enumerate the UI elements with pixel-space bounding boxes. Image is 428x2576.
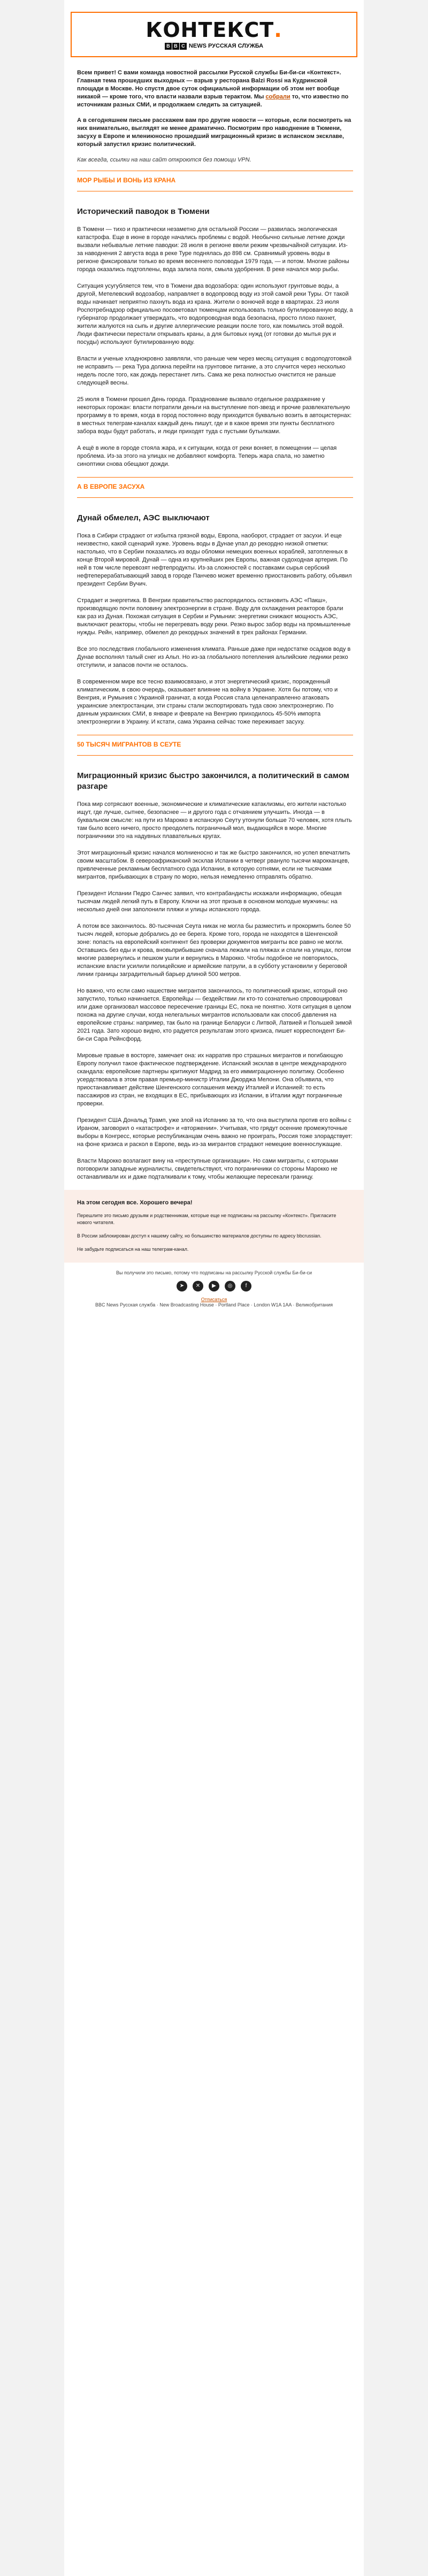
article-paragraph: Но важно, что если само нашествие мигрантов закончилось, то политический кризис, который оно запустило, только начинается. Европейцы — бездействии ли кто-то сознательно спровоцировал или даже организовал массовое пересечение границы ЕС, пока не понятно. Хотя ситуация в целом похожа на другие случаи, когда нелегальных мигрантов использовали как способ давления на европейские страны: например, так было на границе Беларуси с Литвой, Латвией и Польшей зимой 2021 года. Зато хорошо видно, кто радуется результатам этого кризиса, пишет корреспондент Би-би-си Сара Рейнсфорд. bbox=[77, 988, 352, 1042]
sub-footer bbox=[64, 1263, 364, 1315]
article-section bbox=[77, 477, 353, 726]
divider bbox=[77, 477, 353, 478]
article-title: Миграционный кризис быстро закончился, а политический в самом разгаре bbox=[77, 771, 349, 791]
article-paragraph: 25 июля в Тюмени прошел День города. Празднование вызвало отдельное раздражение у некоторых горожан: власти потратили деньги на выступление поп-звезд и прочие развлекательную программу в то время, когда в город постоянно воду приходится буквально возить в автоцистернах: в местных телеграм-каналах каждый день пишут, где и в какое время эти пункты бесплатного забора воды будут работать, и люди приходят туда с пустыми бутылками. bbox=[77, 396, 352, 435]
content bbox=[64, 69, 364, 1181]
intro-link[interactable]: собрали bbox=[265, 94, 291, 100]
unsubscribe-link[interactable]: Отписаться bbox=[201, 1297, 227, 1302]
instagram-icon[interactable]: ◎ bbox=[225, 1281, 235, 1291]
closing-text: На этом сегодня все. Хорошего вечера! bbox=[77, 1199, 193, 1206]
article-paragraph: Власти и ученые хладнокровно заявляли, что раньше чем через месяц ситуация с водоподготовкой не исправить — река Тура должна перейти на грунтовое питание, а это случится через несколько недель после того, как дождь перестанет лить. Сама же река полностью очистится не раньше следующей весны. bbox=[77, 356, 352, 386]
logo bbox=[71, 12, 357, 57]
article-paragraph: Страдает и энергетика. В Венгрии правительство распорядилось остановить АЭС «Пакш», производящую почти половину электроэнергии в стране. Воду для охлаждения реакторов брали как раз из Дуная. Похожая ситуация в Сербии и Румынии: энергетики снижают мощность АЭС, выключают реакторы, чтобы не перегревать воду реки. Резко вырос забор воды на промышленные нужды. Рейн, например, обмелел до рекордных значений в трех районах Германии. bbox=[77, 597, 351, 636]
article-paragraph: Мировые правые в восторге, замечает она: их нарратив про страшных мигрантов и погибающую Европу получил такое фактическое подтверждение. Испанский эксклав в центре международного скандала: европейские партнеры критикуют Мадрид за его иммиграционную политику. Особенно усердствовала в этом правая премьер-министр Италии Джорджа Мелони. Она объявила, что приостанавливает действие Шенгенского соглашения между Италией и Испанией: то есть пассажиров из стран, не входящих в ЕС, прибывающих из Испании, в Италии ждут пограничные проверки. bbox=[77, 1052, 347, 1107]
footer-note-access: В России заблокирован доступ к нашему сайту, но большинство материалов доступны по адресу bbcrussian. bbox=[77, 1233, 322, 1239]
x-icon[interactable]: ✕ bbox=[193, 1281, 203, 1291]
article-paragraph: Президент Испании Педро Санчес заявил, что контрабандисты искажали информацию, обещая тысячам людей легкий путь в Европу. Ключи на этот призыв в основном молодые мужчины: на несколько дней они заполонили пляжи и улицы испанского города. bbox=[77, 890, 342, 913]
telegram-icon[interactable]: ➤ bbox=[177, 1281, 187, 1291]
article-title: Дунай обмелел, АЭС выключают bbox=[77, 513, 210, 522]
article-section bbox=[77, 735, 353, 1181]
subscription-reason: Вы получили это письмо, потому что подписаны на рассылку Русской службы Би-би-си bbox=[116, 1270, 312, 1275]
brand-subtitle: B B C NEWS РУССКАЯ СЛУЖБА bbox=[72, 43, 356, 50]
article-paragraph: В Тюмени — тихо и практически незаметно для остальной России — развилась экологическая катастрофа. Еще в июне в городе начались проблемы с водой. Необычно сильные летние дожди вызвали небывалые летние паводки: 28 июля в регионе ввели режим чрезвычайной ситуации. Из-за наводнения 2 августа вода в реке Туре поднялась до 898 см. Сравнимый уровень воды в регионе фиксировали только во время весеннего половодья 1979 года, — и потом. Многие районы города оказались подтоплены, вода залила поля, смыла удобрения. В реке начался мор рыбы. bbox=[77, 226, 349, 273]
youtube-icon[interactable]: ▶ bbox=[209, 1281, 219, 1291]
sections bbox=[77, 171, 353, 1181]
bbc-logo-icon: B B C bbox=[165, 43, 187, 50]
facebook-icon[interactable]: f bbox=[241, 1281, 251, 1291]
address: BBC News Русская служба · New Broadcasting House · Portland Place · London W1A 1AA · Великобритания bbox=[95, 1302, 333, 1308]
intro-paragraph: Всем привет! С вами команда новостной рассылки Русской службы Би-би-си «Контекст». Главная тема прошедших выходных — взрыв у ресторана Balzi Rossi на Кудринской площади в Москве. Но спустя двое суток официальной информации об этом нет вообще никакой — кроме того, что власти назвали взрыв терактом. Мы собрали то, что известно по источникам разных СМИ, и продолжаем следить за ситуацией. bbox=[77, 70, 349, 108]
header bbox=[64, 0, 364, 61]
article-paragraph: Президент США Дональд Трамп, уже злой на Испанию за то, что она выступила против его войны с Ираном, заговорил о «катастрофе» и «вторжении». Учитывая, что грядут осенние промежуточные выборы в Конгресс, которые республиканцам очень важно не проиграть, Россия тоже злорадствует: на фоне кризиса и раскол в Европе, ведь из-за мигрантов страдают немецкие военнослужащие. bbox=[77, 1117, 353, 1148]
article-paragraph: Пока мир сотрясают военные, экономические и климатические катаклизмы, его жители настолько ищут, где лучше, сытнее, безопаснее — и другого года с отчаянием улучшить. Иногда — в буквальном смысле: на пути из Марокко в испанскую Сеуту утонули больше 70 человек, хотя плыть там было всего ничего, просто преодолеть пограничный мол, выдающийся в море. Многие пограничники это на надувных плавательных кругах. bbox=[77, 801, 352, 840]
vpn-note: Как всегда, ссылки на наш сайт откроются без помощи VPN. bbox=[77, 157, 251, 163]
section-tag: МОР РЫБЫ И ВОНЬ ИЗ КРАНА bbox=[77, 176, 176, 184]
intro-paragraph-2: А в сегодняшнем письме расскажем вам про другие новости — которые, если посмотреть на них внимательно, выглядят не менее драматично. Посмотрим про наводнение в Тюмени, засуху в Европе и млениюносно прошедший миграционный кризис в испанском эксклаве, который запустил кризис политический. bbox=[77, 117, 351, 148]
article-paragraph: Все это последствия глобального изменения климата. Раньше даже при недостатке осадков воду в Дунае восполнял талый снег из Альп. Но из-за глобального потепления альпийские ледники резко отступили, и запасов почти не осталось. bbox=[77, 646, 351, 668]
footer bbox=[64, 1190, 364, 1263]
article-title: Исторический паводок в Тюмени bbox=[77, 207, 210, 216]
article-paragraph: В современном мире все тесно взаимосвязано, и этот энергетический кризис, порожденный климатическим, в свою очередь, оказывает влияние на войну в Украине. Хотя бы потому, что и Венгрия, и Румыния с Украиной граничат, а когда Россия стала целенаправленно атаковать украинские электростанции, эти страны стали экспортировать туда свою электроэнергию. По данным украинских СМИ, в январе и феврале на Венгрию приходилось 45-50% импорта электроэнергии в Украину. И кстати, сама Украина сейчас тоже переживает засуху. bbox=[77, 679, 338, 725]
article-paragraph: Власти Марокко возлагают вину на «преступные организации». Но сами мигранты, с которыми поговорили западные журналисты, свидетельствуют, что пограничники со стороны Марокко не останавливали их и даже подталкивали к тому, чтобы желающие пересекали границу. bbox=[77, 1158, 338, 1180]
footer-note-forward: Перешлите это письмо друзьям и родственникам, которые еще не подписаны на рассылку «Контекст». Пригласите нового читателя. bbox=[77, 1213, 337, 1225]
article-paragraph: А потом все закончилось. 80-тысячная Сеута никак не могла бы разместить и прокормить более 50 тысяч людей, которые добрались до ее берега. Кроме того, города не находятся в Шенгенской зоне: попасть на европейский континент без проверки документов мигранты все равно не могли. Оставшись без еды и крова, вновьприбывшие сначала лежали на пляжах и спали на улицах, потом многие развернулись и пешком ушли и вернулись в Марокко. Чтобы подобное не повторилось, испанские власти усилили полицейские и армейские патрули, а в субботу установили у береговой линии границы заградительный барьер длиной 500 метров. bbox=[77, 923, 351, 978]
article-paragraph: Этот миграционный кризис начался молниеносно и так же быстро закончился, но успел впечатлить своим масштабом. В североафриканский эксклав Испании в четверг рвануло тысячи марокканцев, привлеченные рекламным бесплатного суда Испании, в которую сотнями, если не тысячами мигрантов, прибывающих в страну по морю, нельзя немедленно отправлять обратно. bbox=[77, 850, 350, 880]
section-tag: А В ЕВРОПЕ ЗАСУХА bbox=[77, 483, 145, 490]
divider bbox=[77, 755, 353, 756]
brand-title: КОНТЕКСТ. bbox=[146, 18, 282, 42]
divider bbox=[77, 497, 353, 498]
article-paragraph: Пока в Сибири страдают от избытка грязной воды, Европа, наоборот, страдает от засухи. И еще неизвестно, какой сценарий хуже. Уровень воды в Дунае упал до рекордно низкой отметки: настолько, что в Сербии показались из воды обломки немецких военных кораблей, затопленных в конце Второй мировой. Дунай — одна из крупнейших рек Европы, важная судоходная артерия. По ней в том числе перевозят нефтепродукты. Из-за сложностей с поставками сырья сербский нефтеперерабатывающий завод в городе Панчево может временно приостановить работу, объявил президент Сербии Вучич. bbox=[77, 533, 352, 587]
social-icons bbox=[75, 1281, 353, 1291]
article-paragraph: А ещё в июле в городе стояла жара, и к ситуации, когда от реки воняет, в помещении — целая проблема. Из-за этого на улицах не добавляют комфорта. Теперь жара спала, но заметно синоптики снова обещают дожди. bbox=[77, 445, 337, 467]
article-paragraph: Ситуация усугубляется тем, что в Тюмени два водозабора: один используют грунтовые воды, а другой, Метелевский водозабор, направляет в водопровод воду из этой самой реки Туры. От такой воды начинает неприятно пахнуть вода из крана. Жители о вонючей воде в квартирах. 23 июля Роспотребнадзор официально посоветовал тюменцам использовать только бутилированную воду, а губернатор продолжает утверждать, что водопроводная вода безопасна, просто плохо пахнет, жители жалуются на сыпь и другие аллергические реакции после того, как помылись этой водой. Люди фактически перестали открывать краны, а для бытовых нужд (от готовки до мытья рук и посуды) используют бутилированную воду. bbox=[77, 283, 353, 345]
email-container bbox=[64, 0, 364, 2576]
footer-note-telegram: Не забудьте подписаться на наш телеграм-канал. bbox=[77, 1247, 189, 1252]
section-tag: 50 ТЫСЯЧ МИГРАНТОВ В СЕУТЕ bbox=[77, 741, 181, 748]
article-section bbox=[77, 171, 353, 468]
